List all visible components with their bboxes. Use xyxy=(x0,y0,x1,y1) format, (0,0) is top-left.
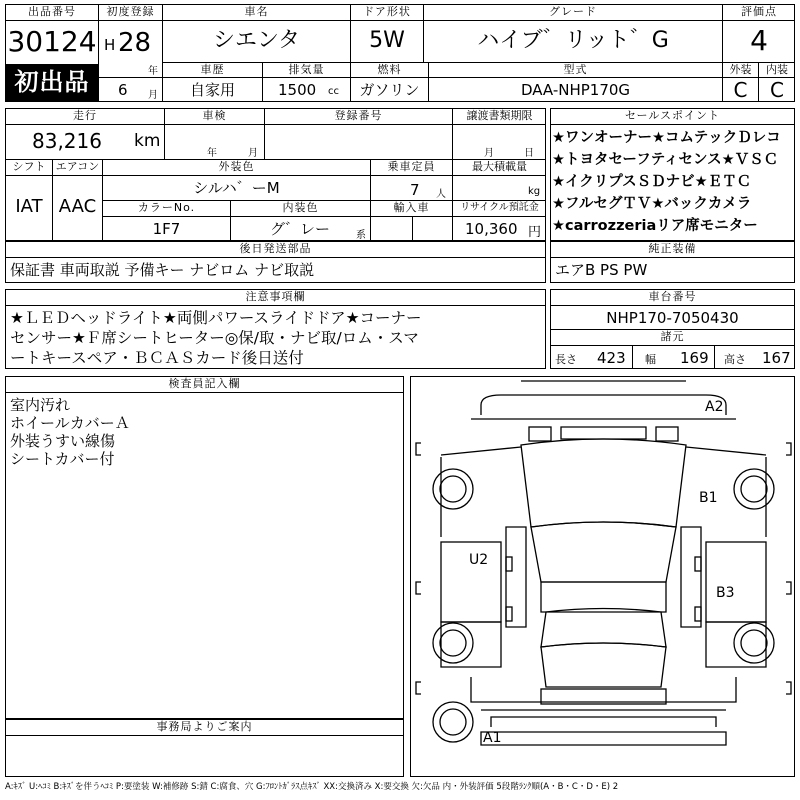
chassis-label: 車台番号 xyxy=(648,290,697,303)
lot-number: 30124 xyxy=(7,25,97,58)
grade: ハイブ゛リット゛G xyxy=(477,28,669,53)
capacity-unit: 人 xyxy=(436,189,446,200)
later-parts-label: 後日発送部品 xyxy=(239,242,312,255)
era-letter: H xyxy=(104,36,116,54)
mileage: 83,216 xyxy=(32,129,102,153)
shift-label: シフト xyxy=(12,160,46,173)
car-diagram xyxy=(410,376,795,777)
capacity-label: 乗車定員 xyxy=(387,160,436,173)
damage-mark-b1: B1 xyxy=(699,490,718,506)
sales-point-line: ★イクリプスＳＤナビ★ＥＴＣ xyxy=(552,174,752,190)
door-label: ドア形状 xyxy=(363,5,411,18)
damage-legend: A:ｷｽﾞ U:ﾍｺﾐ B:ｷｽﾞを伴うﾍｺﾐ P:要塗装 W:補修跡 S:錆 C:腐食、穴 G:ﾌﾛﾝﾄｶﾞﾗｽ点ｷｽﾞ XX:交換済み X:要交換 欠:欠品 内・外装評価 5段階ﾗﾝｸ順(A・B・C・D・E) 2 xyxy=(5,782,619,792)
standard-equipment-text: エアB PS PW xyxy=(555,261,648,279)
caution-line: センサー★Ｆ席シートヒーター◎保/取・ナビ取/ロム・スマ xyxy=(10,329,419,347)
inspector-line: 外装うすい線傷 xyxy=(10,432,116,450)
model-label: 型式 xyxy=(563,63,588,76)
displacement-unit: cc xyxy=(328,86,339,97)
inspector-text xyxy=(10,396,400,468)
recycle-unit: 円 xyxy=(528,225,542,240)
int-color-label: 内装色 xyxy=(282,201,319,214)
lot-number-label: 出品番号 xyxy=(28,5,76,18)
recycle-deposit: 10,360 xyxy=(465,220,518,238)
inspector-line: ホイールカバーＡ xyxy=(10,414,130,432)
width-label: 幅 xyxy=(645,353,656,366)
capacity: 7 xyxy=(410,181,420,199)
import-label: 輸入車 xyxy=(393,201,430,214)
caution-line: ートキースペア・ＢＣＡＳカード後日送付 xyxy=(10,349,304,367)
interior-grade: C xyxy=(770,79,784,101)
model: DAA-NHP170G xyxy=(520,81,631,99)
history: 自家用 xyxy=(189,81,235,99)
int-color: グ゛レー xyxy=(270,220,331,238)
sales-point-line: ★トヨタセーフティセンス★ＶＳＣ xyxy=(552,152,779,168)
month-unit: 月 xyxy=(148,90,158,101)
color-number-label: カラーNo. xyxy=(137,201,196,214)
displacement: 1500 xyxy=(278,81,317,99)
history-label: 車歴 xyxy=(200,63,225,76)
max-load-unit: kg xyxy=(528,186,541,197)
sales-points-label: セールスポイント xyxy=(624,109,720,122)
score-label: 評価点 xyxy=(741,5,777,18)
score: 4 xyxy=(750,24,768,57)
displacement-label: 排気量 xyxy=(288,63,325,76)
grade-label: グレード xyxy=(549,5,597,18)
transfer-deadline-label: 譲渡書類期限 xyxy=(466,109,533,122)
inspection-label: 車検 xyxy=(202,109,227,122)
height-label: 高さ xyxy=(724,353,746,366)
fuel-label: 燃料 xyxy=(377,63,402,76)
office-label: 事務局よりご案内 xyxy=(156,720,253,733)
sales-point-line: ★ワンオーナー★コムテックＤレコ xyxy=(552,130,781,146)
car-outline xyxy=(411,377,796,778)
sales-point-line: ★carrozzeriaリア席モニター xyxy=(552,218,758,234)
damage-mark-a2: A2 xyxy=(705,399,724,415)
color-number: 1F7 xyxy=(152,220,181,238)
caution-label: 注意事項欄 xyxy=(245,290,306,303)
height: 167 xyxy=(762,349,791,367)
sales-point-line: ★フルセグＴＶ★バックカメラ xyxy=(552,196,752,212)
registration-year: 28 xyxy=(118,28,152,58)
inspector-line: シートカバー付 xyxy=(10,450,115,468)
shift: IAT xyxy=(15,196,43,217)
aircon: AAC xyxy=(58,196,97,217)
door-type: 5W xyxy=(369,28,405,53)
caution-line: ★ＬＥＤヘッドライト★両側パワースライドドア★コーナー xyxy=(10,309,422,327)
ext-color: シルハ゛ーM xyxy=(193,179,280,197)
inspector-label: 検査員記入欄 xyxy=(168,377,241,390)
damage-mark-b3: B3 xyxy=(716,585,735,601)
mileage-label: 走行 xyxy=(73,109,97,122)
first-registration-label: 初度登録 xyxy=(106,5,155,18)
transfer-month-unit: 月 xyxy=(484,148,494,159)
length-label: 長さ xyxy=(555,353,577,366)
fuel: ガソリン xyxy=(359,81,420,99)
int-color-unit: 系 xyxy=(356,230,366,241)
aircon-label: エアコン xyxy=(55,160,100,173)
standard-equipment-label: 純正装備 xyxy=(648,242,697,255)
damage-mark-u2: U2 xyxy=(469,552,489,568)
car-name: シエンタ xyxy=(212,28,301,53)
inspection-year-unit: 年 xyxy=(207,148,217,159)
inspector-line: 室内汚れ xyxy=(10,396,71,414)
transfer-day-unit: 日 xyxy=(524,148,534,159)
inspection-month-unit: 月 xyxy=(248,148,258,159)
registration-month: 6 xyxy=(118,81,128,99)
spec-label: 諸元 xyxy=(660,330,685,343)
ext-color-label: 外装色 xyxy=(218,160,255,173)
year-unit: 年 xyxy=(148,66,158,77)
damage-mark-a1: A1 xyxy=(483,730,502,746)
caution-text xyxy=(10,308,544,368)
exterior-label: 外装 xyxy=(729,63,752,76)
interior-label: 内装 xyxy=(766,63,788,76)
car-name-label: 車名 xyxy=(244,5,269,18)
first-listing-badge: 初出品 xyxy=(6,64,98,101)
length: 423 xyxy=(597,349,626,367)
sales-points-list xyxy=(552,127,794,237)
chassis-number: NHP170-7050430 xyxy=(606,309,739,327)
registration-number-label: 登録番号 xyxy=(334,109,383,122)
width: 169 xyxy=(680,349,709,367)
mileage-unit: km xyxy=(134,131,161,151)
max-load-label: 最大積載量 xyxy=(472,160,527,173)
exterior-grade: C xyxy=(733,79,748,101)
later-parts-text: 保証書 車両取説 予備キー ナビロム ナビ取説 xyxy=(10,261,315,279)
recycle-label: リサイクル預託金 xyxy=(460,202,539,213)
